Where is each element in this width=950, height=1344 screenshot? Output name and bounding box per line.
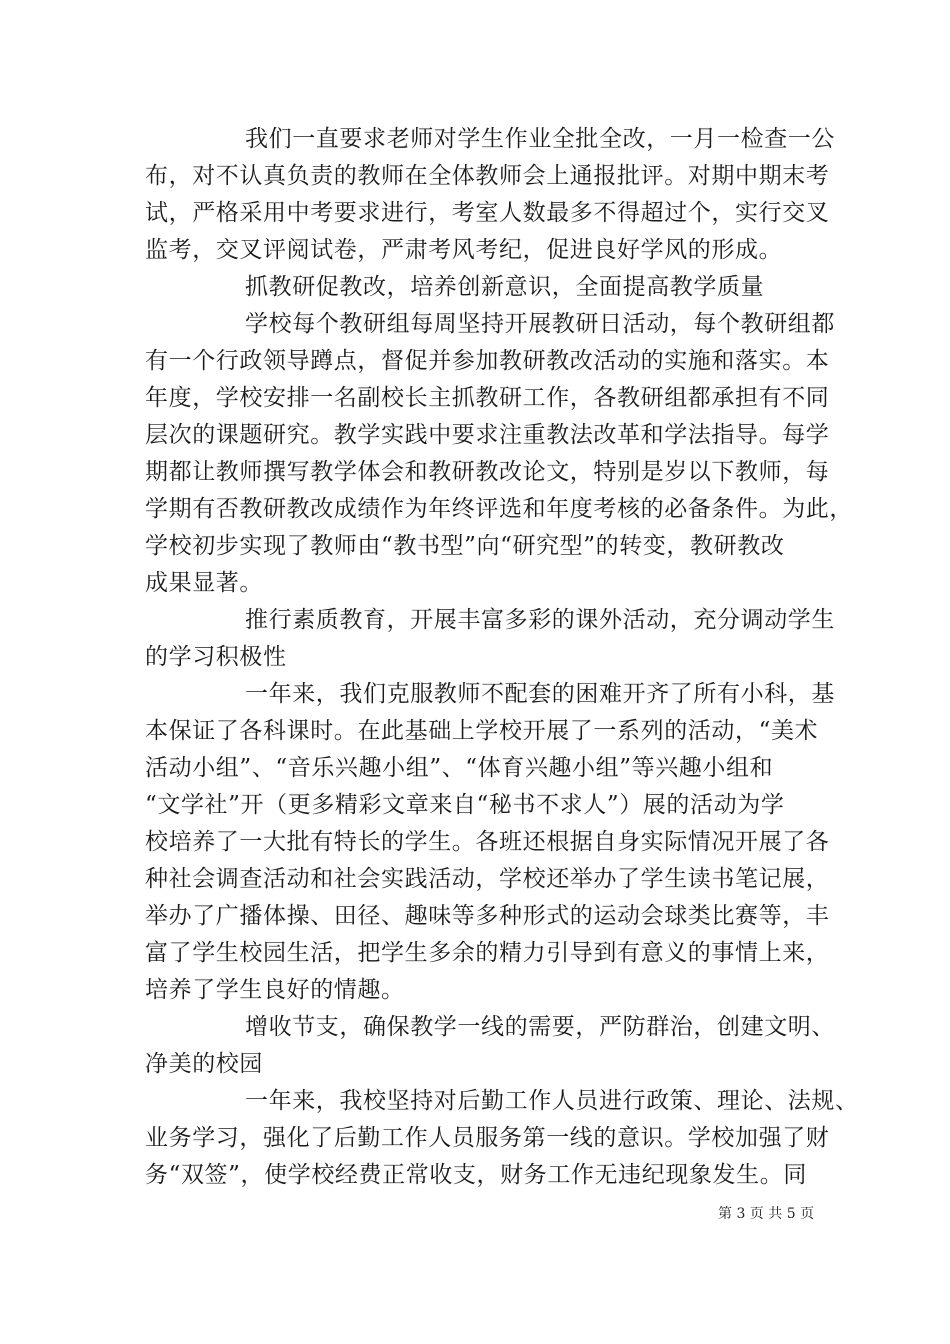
text-line: 学校每个教研组每周坚持开展教研日活动，每个教研组都 bbox=[245, 311, 835, 337]
text-line: 监考，交叉评阅试卷，严肃考风考纪，促进良好学风的形成。 bbox=[145, 237, 783, 263]
section-heading: 推行素质教育，开展丰富多彩的课外活动，充分调动学生 bbox=[245, 607, 835, 633]
text-line: 培养了学生良好的情趣。 bbox=[145, 977, 405, 1003]
text-line: 校培养了一大批有特长的学生。各班还根据自身实际情况开展了各 bbox=[145, 829, 830, 855]
text-line: 学校初步实现了教师由“教书型”向“研究型”的转变，教研教改 bbox=[145, 533, 785, 559]
section-heading: 增收节支，确保教学一线的需要，严防群治，创建文明、 bbox=[245, 1014, 835, 1040]
text-line: 本保证了各科课时。在此基础上学校开展了一系列的活动，“美术 bbox=[145, 718, 819, 744]
section-heading-cont: 净美的校园 bbox=[145, 1051, 263, 1077]
text-line: 一年来，我们克服教师不配套的困难开齐了所有小科，基 bbox=[245, 681, 835, 707]
text-line: 业务学习，强化了后勤工作人员服务第一线的意识。学校加强了财 bbox=[145, 1125, 830, 1151]
text-line: 有一个行政领导蹲点，督促并参加教研教改活动的实施和落实。本 bbox=[145, 348, 830, 374]
text-line: 活动小组”、“音乐兴趣小组”、“体育兴趣小组”等兴趣小组和 bbox=[145, 755, 774, 781]
text-line: 我们一直要求老师对学生作业全批全改，一月一检查一公 bbox=[245, 126, 835, 152]
text-line: 成果显著。 bbox=[145, 570, 263, 596]
section-heading: 抓教研促教改，培养创新意识，全面提高教学质量 bbox=[245, 274, 765, 300]
text-line: 试，严格采用中考要求进行，考室人数最多不得超过个，实行交叉 bbox=[145, 200, 830, 226]
text-line: 一年来，我校坚持对后勤工作人员进行政策、理论、法规、 bbox=[245, 1088, 859, 1114]
text-line: 期都让教师撰写教学体会和教研教改论文，特别是岁以下教师，每 bbox=[145, 459, 830, 485]
text-line: 举办了广播体操、田径、趣味等多种形式的运动会球类比赛等，丰 bbox=[145, 903, 830, 929]
text-line: 种社会调查活动和社会实践活动，学校还举办了学生读书笔记展， bbox=[145, 866, 830, 892]
section-heading-cont: 的学习积极性 bbox=[145, 644, 287, 670]
text-line: 务“双签”，使学校经费正常收支，财务工作无违纪现象发生。同 bbox=[145, 1162, 807, 1188]
text-line: 学期有否教研教改成绩作为年终评选和年度考核的必备条件。为此， bbox=[145, 496, 853, 522]
text-line: 层次的课题研究。教学实践中要求注重教法改革和学法指导。每学 bbox=[145, 422, 830, 448]
text-line: 富了学生校园生活，把学生多余的精力引导到有意义的事情上来， bbox=[145, 940, 830, 966]
text-line: “文学社”开（更多精彩文章来自“秘书不求人”）展的活动为学 bbox=[145, 792, 785, 818]
page-footer: 第 3 页 共 5 页 bbox=[718, 1206, 815, 1222]
text-line: 年度，学校安排一名副校长主抓教研工作，各教研组都承担有不同 bbox=[145, 385, 830, 411]
text-line: 布，对不认真负责的教师在全体教师会上通报批评。对期中期末考 bbox=[145, 163, 830, 189]
